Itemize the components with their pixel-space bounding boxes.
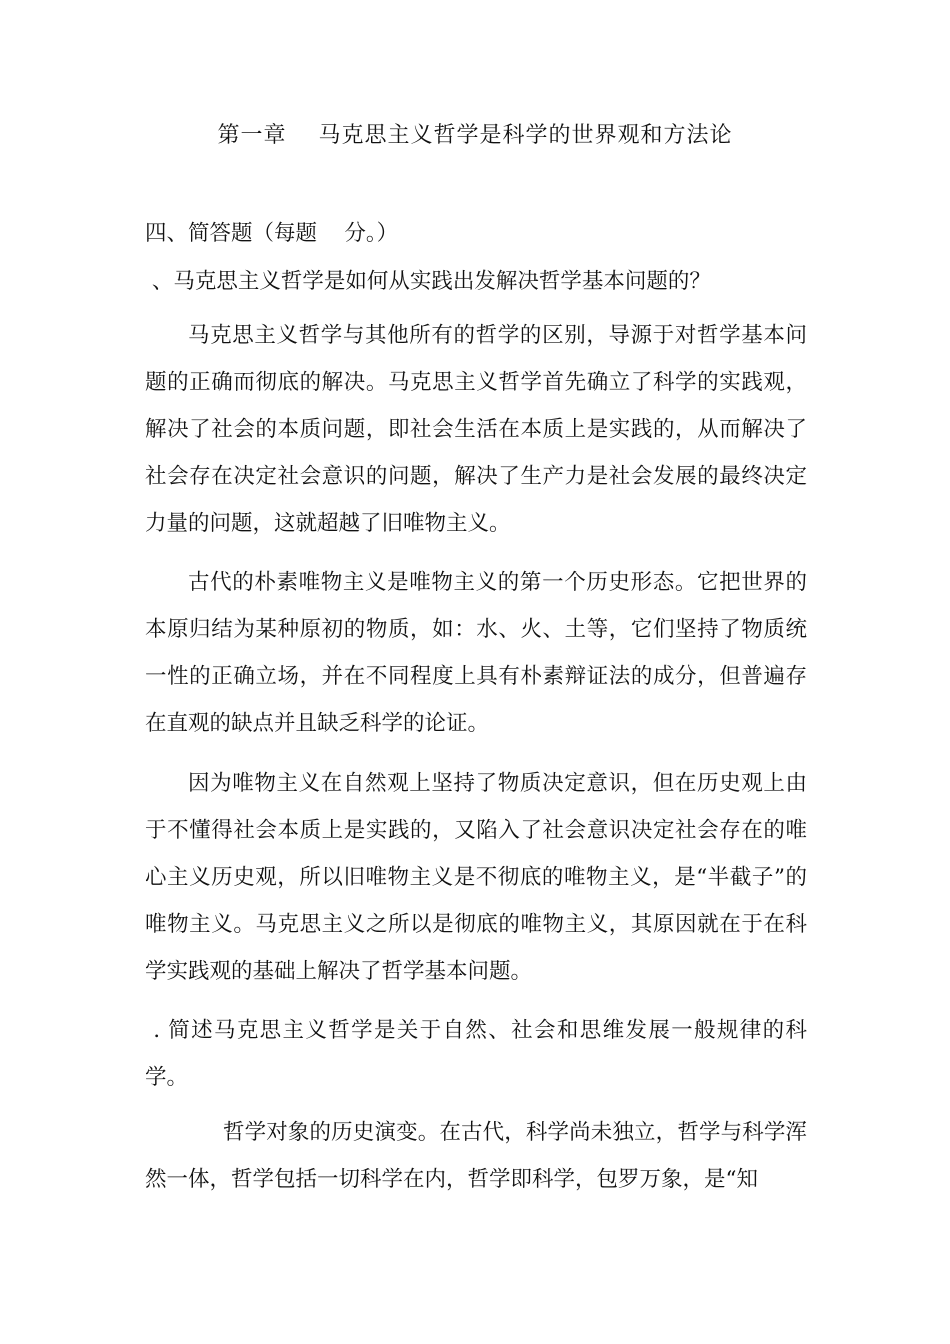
answer-2-paragraph-1: 哲学对象的历史演变。在古代，科学尚未独立，哲学与科学浑然一体，哲学包括一切科学在内，哲学即科学，包罗万象，是“知: [145, 1120, 807, 1192]
answer-1-paragraph-3: 因为唯物主义在自然观上坚持了物质决定意识，但在历史观上由于不懂得社会本质上是实践的，又陷入了社会意识决定社会存在的唯心主义历史观，所以旧唯物主义是不彻底的唯物主义，是“半截子”的唯物主义。马克思主义之所以是彻底的唯物主义，其原因就在于在科学实践观的基础上解决了哲学基本问题。: [145, 771, 807, 984]
answer-1-paragraph-1: 马克思主义哲学与其他所有的哲学的区别，导源于对哲学基本问题的正确而彻底的解决。马克思主义哲学首先确立了科学的实践观，解决了社会的本质问题，即社会生活在本质上是实践的，从而解决了社会存在决定社会意识的问题，解决了生产力是社会发展的最终决定力量的问题，这就超越了旧唯物主义。: [145, 323, 807, 536]
question-2: . 简述马克思主义哲学是关于自然、社会和思维发展一般规律的科学。: [145, 1018, 807, 1090]
answer-1-paragraph-2: 古代的朴素唯物主义是唯物主义的第一个历史形态。它把世界的本原归结为某种原初的物质，如：水、火、土等，它们坚持了物质统一性的正确立场，并在不同程度上具有朴素辩证法的成分，但普遍存在直观的缺点并且缺乏科学的论证。: [145, 570, 807, 736]
section-heading: 四、简答题（每题 分。）: [145, 221, 399, 246]
chapter-title: 第一章 马克思主义哲学是科学的世界观和方法论: [217, 123, 733, 148]
question-1: 、马克思主义哲学是如何从实践出发解决哲学基本问题的？: [145, 269, 711, 294]
